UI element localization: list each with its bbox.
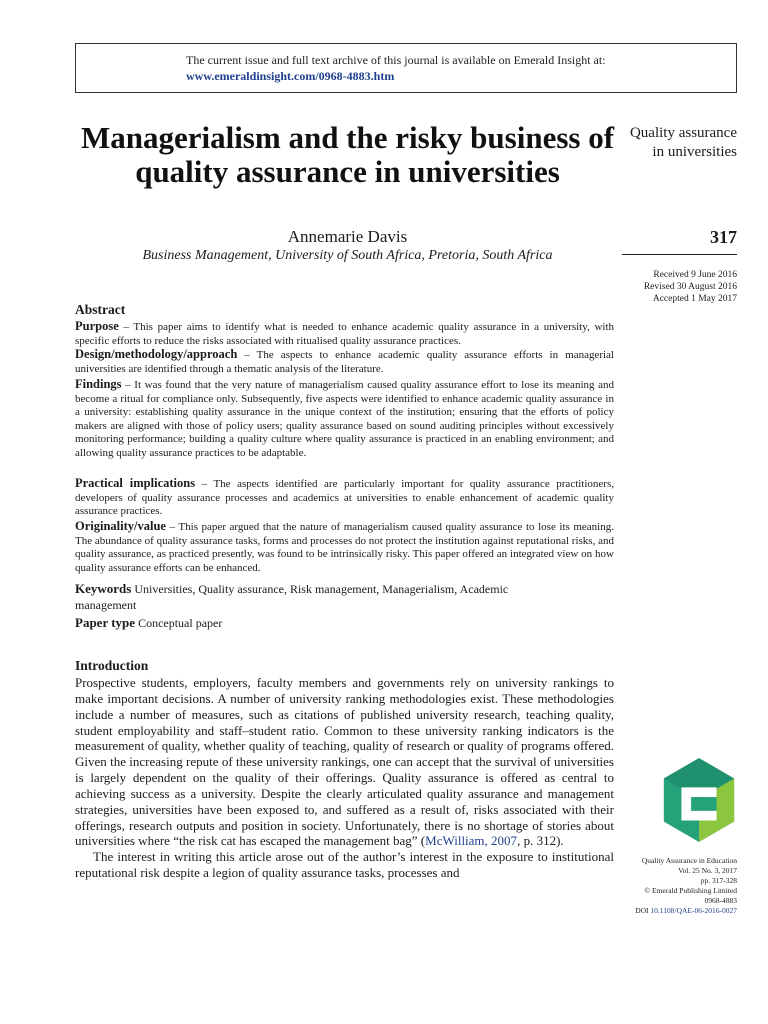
paper-type-label: Paper type: [75, 615, 136, 630]
running-title: Quality assurance in universities: [629, 125, 737, 160]
doi-link[interactable]: 10.1108/QAE-06-2016-0027: [650, 906, 737, 915]
abstract-purpose: [75, 320, 614, 348]
journal-url-link[interactable]: www.emeraldinsight.com/0968-4883.htm: [186, 69, 395, 83]
intro-text: Prospective students, employers, faculty members and governments rely on university rankings to make important decisions. A number of university ranking methodologies exist. These methodologies include a number of measures, such as citations of published university research, teaching quality, student employability and staff–student ratio. Common to these university ranking indicators is the measurement of quality, whether quality of teaching, quality of research or quality of programs offered. Given the increasing repute of these university rankings, one can accept that the survival of universities is largely dependent on the quality of their offerings. Quality assurance is offered as central to achieving success as a university. Despite the clearly articulated quality assurance and management strategies, universities have been exposed to, and suffered as a result of, risks associated with their offerings, research outputs and position in society. Unfortunately, there is no shortage of stories about universities where “the risk cat has escaped the management bag” (: [75, 675, 614, 849]
purpose-label: Purpose: [75, 319, 119, 333]
journal-name: Quality Assurance in Education: [641, 856, 737, 865]
revised-date: Revised 30 August 2016: [643, 282, 737, 292]
article-title: Managerialism and the risky business of quality assurance in universities: [80, 120, 615, 189]
abstract-findings: [75, 378, 614, 461]
purpose-text: – This paper aims to identify what is needed to enhance academic quality assurance in a university, with specific efforts to reduce the risks associated with ritualised quality assurance practices.: [75, 321, 614, 347]
design-label: Design/methodology/approach: [75, 347, 238, 361]
author-affiliation: Business Management, University of South Africa, Pretoria, South Africa: [142, 248, 553, 263]
received-date: Received 9 June 2016: [653, 270, 737, 280]
originality-label: Originality/value: [75, 519, 166, 533]
page-number: 317: [710, 227, 737, 247]
sidebar-divider: [622, 254, 737, 255]
journal-banner: [75, 43, 737, 93]
author-name: Annemarie Davis: [287, 227, 408, 246]
emerald-logo-icon: [660, 756, 738, 844]
findings-label: Findings: [75, 377, 122, 391]
journal-publisher: © Emerald Publishing Limited: [644, 886, 737, 895]
journal-info: [620, 856, 737, 916]
introduction-heading: Introduction: [75, 658, 149, 673]
journal-issn: 0968-4883: [704, 896, 737, 905]
paper-type: [75, 615, 222, 631]
accepted-date: Accepted 1 May 2017: [652, 294, 737, 304]
intro-paragraph: [75, 675, 614, 849]
doi-line: [620, 906, 737, 916]
keywords-text: Universities, Quality assurance, Risk management, Managerialism, Academic management: [75, 582, 509, 612]
article-dates: [620, 269, 737, 305]
paper-type-text: Conceptual paper: [135, 616, 223, 630]
abstract-design: [75, 348, 614, 376]
practical-label: Practical implications: [75, 476, 196, 490]
intro-text-end: , p. 312).: [517, 833, 564, 849]
abstract-practical: [75, 477, 614, 519]
journal-pages: pp. 317-328: [700, 876, 737, 885]
practical-text: – The aspects identified are particularly important for quality assurance practitioners, developers of quality assurance processes and academics at universities to enable enhancement of academic quality assurance practices.: [75, 478, 614, 518]
journal-volume: Vol. 25 No. 3, 2017: [678, 866, 737, 875]
abstract-heading: Abstract: [75, 302, 126, 317]
banner-text: The current issue and full text archive of this journal is available on Emerald Insight at:: [186, 53, 606, 67]
doi-label: DOI: [635, 906, 649, 915]
citation-link[interactable]: McWilliam, 2007: [425, 833, 518, 849]
findings-text: – It was found that the very nature of managerialism caused quality assurance effort to lose its meaning and become a ritual for compliance only. Subsequently, five aspects were identified to enhance academic quality assurance in a university: establishing quality assurance in the unique context of the institution; ensuring that the efforts of policy makers are aligned with those of policy users; quality assurance based on sound auditing principles without excessively monitoring performance; building a quality culture where quality assurance is practiced in an enabling environment; and allowing quality assurance practices to be adaptable.: [75, 379, 614, 459]
design-text: – The aspects to enhance academic quality assurance efforts in managerial universities are identified through a thematic analysis of the literature.: [75, 349, 614, 375]
abstract-originality: [75, 520, 614, 575]
keywords-label: Keywords: [75, 581, 132, 596]
originality-text: – This paper argued that the nature of managerialism caused quality assurance to lose its meaning. The abundance of quality assurance tasks, forms and processes do not protect the institution against reputational risks, and quality assurance, as practiced presently, was found to be intrinsically risky. This paper offered an integrated view on how quality assurance efforts can be enhanced.: [75, 521, 614, 574]
introduction-body: [75, 675, 614, 881]
intro-paragraph-2: The interest in writing this article arose out of the author’s interest in the exposure to institutional reputational risk despite a legion of quality assurance tasks, processes and: [75, 849, 614, 881]
keywords: [75, 581, 555, 613]
